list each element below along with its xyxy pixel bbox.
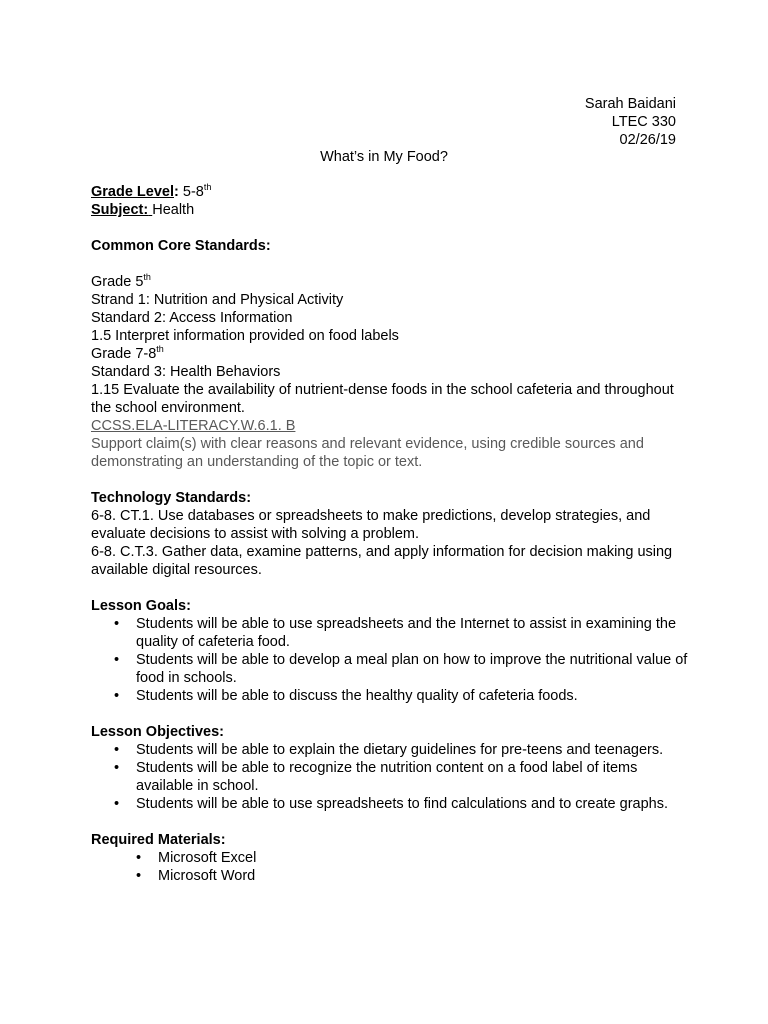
- page-title: What’s in My Food?: [320, 149, 448, 165]
- technology-ct3: 6-8. C.T.3. Gather data, examine patterns, and apply information for decision making using available digital resources.: [91, 544, 673, 578]
- subject-value: Health: [152, 202, 195, 218]
- list-item: • Microsoft Excel: [91, 849, 691, 867]
- grade-level-sup: th: [203, 182, 212, 192]
- subject-line: [91, 201, 691, 219]
- lesson-goals-list: [91, 615, 691, 705]
- grade-level-line: Grade Level: 5-8th: [91, 182, 212, 200]
- list-item: • Students will be able to develop a meal plan on how to improve the nutritional value of food in schools.: [91, 651, 691, 687]
- list-item: • Students will be able to use spreadsheets and the Internet to assist in examining the quality of cafeteria food.: [91, 615, 691, 651]
- list-item: • Students will be able to recognize the nutrition content on a food label of items available in school.: [91, 759, 691, 795]
- grade-level-label: Grade Level: [91, 184, 175, 200]
- technology-ct1: 6-8. CT.1. Use databases or spreadsheets to make predictions, develop strategies, and evaluate decisions to assist with solving a problem.: [91, 508, 651, 542]
- required-materials-list: [91, 849, 691, 885]
- document-date: 02/26/19: [619, 132, 676, 148]
- course-code: LTEC 330: [611, 114, 676, 130]
- standard-2: Standard 2: Access Information: [91, 310, 293, 326]
- technology-heading: Technology Standards:: [91, 490, 252, 506]
- lesson-objectives-heading: Lesson Objectives:: [91, 724, 224, 740]
- common-core-heading: Common Core Standards:: [91, 238, 271, 254]
- standard-3: Standard 3: Health Behaviors: [91, 364, 281, 380]
- ccss-link[interactable]: CCSS.ELA-LITERACY.W.6.1. B: [91, 418, 296, 434]
- list-item: • Students will be able to use spreadsheets to find calculations and to create graphs.: [91, 795, 691, 813]
- subject-label: Subject:: [91, 202, 149, 218]
- grade-level-value: 5-8: [182, 184, 204, 200]
- required-materials-heading: Required Materials:: [91, 832, 226, 848]
- standard-1-15: 1.15 Evaluate the availability of nutrient-dense foods in the school cafeteria and throughout the school environment.: [91, 382, 674, 416]
- list-item: • Students will be able to explain the dietary guidelines for pre-teens and teenagers.: [91, 741, 691, 759]
- document-body: [91, 183, 691, 885]
- ccss-description: Support claim(s) with clear reasons and relevant evidence, using credible sources and demonstrating an understanding of the topic or text.: [91, 436, 644, 470]
- strand-1: Strand 1: Nutrition and Physical Activity: [91, 292, 344, 308]
- lesson-objectives-list: [91, 741, 691, 813]
- standard-1-5: 1.5 Interpret information provided on food labels: [91, 328, 399, 344]
- author-name: Sarah Baidani: [584, 96, 676, 112]
- list-item: • Students will be able to discuss the healthy quality of cafeteria foods.: [91, 687, 691, 705]
- grade-5-line: Grade 5th: [91, 272, 151, 290]
- lesson-goals-heading: Lesson Goals:: [91, 598, 191, 614]
- document-header: [585, 95, 676, 149]
- list-item: • Microsoft Word: [91, 867, 691, 885]
- grade-7-8-line: Grade 7-8th: [91, 344, 164, 362]
